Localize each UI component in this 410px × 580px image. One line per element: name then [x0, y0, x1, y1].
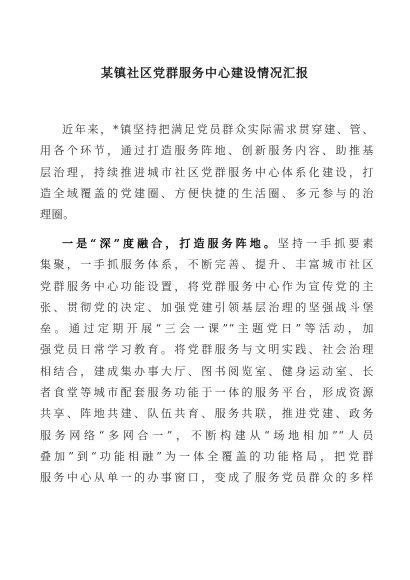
paragraph-line: 理圈。 [40, 208, 75, 222]
paragraph-line: 集聚，一手抓服务体系，不断完善、提升、丰富城市社区 [40, 258, 374, 272]
intro-paragraph [40, 119, 374, 225]
paragraph-line: 垒。通过定期开展“三会一课”“主题党日”等活动，加 [40, 322, 374, 336]
paragraph-line: 者食堂等城市配套服务功能于一体的服务平台，形成资源 [40, 386, 374, 400]
paragraph-line: 服务网络“多网合一”，不断构建从“场地相加”“人员 [40, 428, 374, 442]
section-1-first-line-text: 坚持一手抓要素 [277, 237, 374, 250]
paragraph-line: 近年来，*镇坚持把满足党员群众实际需求贯穿建、管、 [62, 123, 374, 136]
paragraph-line: 造全域覆盖的党建圈、方便快捷的生活圈、多元参与的治 [40, 186, 374, 200]
paragraph-line: 共享、阵地共建、队伍共育、服务共联，推进党建、政务 [40, 407, 374, 421]
paragraph-line: 强党员日常学习教育。将党群服务与文明实践、社会治理 [40, 343, 374, 357]
document-title: 某镇社区党群服务中心建设情况汇报 [100, 66, 309, 80]
section-1-paragraph [40, 233, 374, 489]
paragraph-line: 相结合，建成集办事大厅、图书阅览室、健身运动室、长 [40, 364, 374, 378]
paragraph-line: 张、贯彻党的决定、加强党建引领基层治理的坚强战斗堡 [40, 300, 374, 314]
paragraph-line: 党群服务中心功能设置，将党群服务中心作为宣传党的主 [40, 279, 374, 293]
paragraph-line: 服务中心从单一的办事窗口，变成了服务党员群众的多样 [40, 471, 374, 485]
section-1-heading: 一是“深”度融合，打造服务阵地。 [62, 237, 278, 250]
paragraph-line: 叠加”到“功能相融”为一体全覆盖的功能格局，把党群 [40, 449, 374, 463]
paragraph-line [40, 233, 374, 254]
paragraph-line: 层治理，持续推进城市社区党群服务中心体系化建设，打 [40, 165, 374, 179]
paragraph-line: 用各个环节，通过打造服务阵地、创新服务内容、助推基 [40, 144, 374, 158]
